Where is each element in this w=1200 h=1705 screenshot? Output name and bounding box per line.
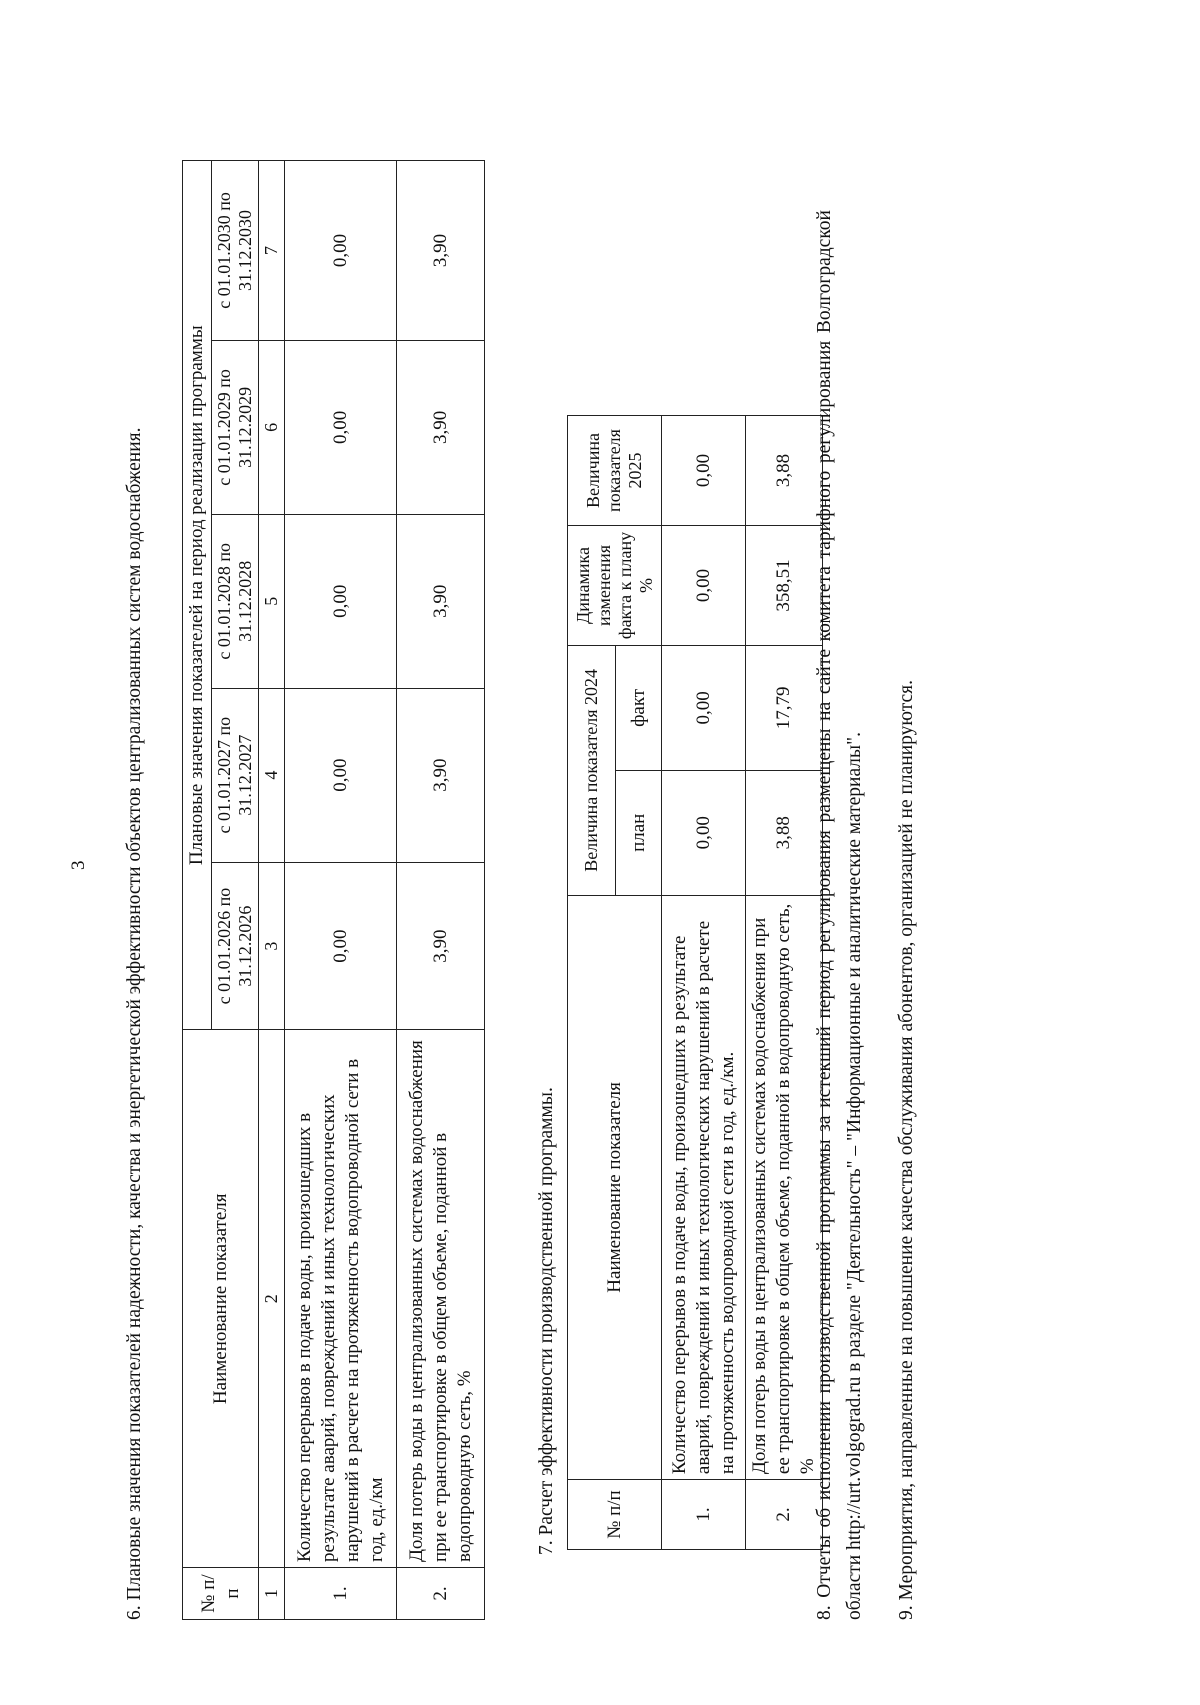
row-name: Количество перерывов в подаче воды, произошедших в результате аварий, повреждений и иных технологических нарушений в расчете на протяженность водопроводной сети в год, ед./км — [285, 1030, 397, 1568]
page-number: 3 — [68, 860, 89, 870]
row-dynamics: 0,00 — [662, 526, 746, 646]
row-value: 0,00 — [285, 514, 397, 688]
row-value: 3,90 — [397, 161, 485, 341]
row-no: 2. — [746, 1480, 823, 1550]
header-group: Плановые значения показателей на период реализации программы — [183, 161, 212, 1031]
section8-text: 8. Отчеты об исполнении производственной программы за истекший период регулирования размещены на сайте комитета тарифного регулирования Волгоградской области http://urt.volgograd.ru в разделе "Деятельность" – "Информационные и аналитические материалы". — [814, 210, 865, 1620]
header-name: Наименование показателя — [183, 1030, 259, 1568]
section9-text: 9. Мероприятия, направленные на повышение качества обслуживания абонентов, организацией не планируются. — [896, 680, 917, 1620]
column-number: 4 — [259, 688, 285, 862]
header-dynamics: Динамика изменения факта к плану % — [568, 526, 662, 646]
row-value: 3,90 — [397, 862, 485, 1030]
row-value-2025: 0,00 — [662, 416, 746, 526]
row-dynamics: 358,51 — [746, 526, 823, 646]
row-fact: 17,79 — [746, 645, 823, 770]
row-plan: 0,00 — [662, 770, 746, 895]
row-fact: 0,00 — [662, 645, 746, 770]
row-value: 0,00 — [285, 161, 397, 341]
row-value-2025: 3,88 — [746, 416, 823, 526]
row-value: 3,90 — [397, 514, 485, 688]
row-plan: 3,88 — [746, 770, 823, 895]
header-no: № п/п — [183, 1568, 259, 1620]
header-no: № п/п — [568, 1480, 662, 1550]
row-no: 2. — [397, 1568, 485, 1620]
table-row — [662, 416, 746, 1550]
planned-indicators-table — [182, 160, 485, 1620]
row-name: Количество перерывов в подаче воды, произошедших в результате аварий, повреждений и иных технологических нарушений в расчете на протяженность водопроводной сети в год, ед./км. — [662, 895, 746, 1479]
table-row — [397, 161, 485, 1620]
column-number: 7 — [259, 161, 285, 341]
header-period: с 01.01.2030 по 31.12.2030 — [212, 161, 259, 341]
column-number: 5 — [259, 514, 285, 688]
row-value: 0,00 — [285, 862, 397, 1030]
column-number: 1 — [259, 1568, 285, 1620]
header-plan: план — [616, 770, 662, 895]
table-row — [285, 161, 397, 1620]
header-fact: факт — [616, 645, 662, 770]
header-period: с 01.01.2026 по 31.12.2026 — [212, 862, 259, 1030]
row-name: Доля потерь воды в централизованных системах водоснабжения при ее транспортировке в общем объеме, поданной в водопроводную сеть, % — [397, 1030, 485, 1568]
column-number: 6 — [259, 340, 285, 514]
column-number: 3 — [259, 862, 285, 1030]
rotated-page — [70, 115, 1150, 1675]
header-2024: Величина показателя 2024 — [568, 645, 616, 895]
header-period: с 01.01.2028 по 31.12.2028 — [212, 514, 259, 688]
section6-heading: 6. Плановые значения показателей надежности, качества и энергетической эффективности объектов централизованных систем водоснабжения. — [124, 427, 145, 1620]
header-name: Наименование показателя — [568, 895, 662, 1479]
row-value: 0,00 — [285, 340, 397, 514]
column-number: 2 — [259, 1030, 285, 1568]
row-name: Доля потерь воды в централизованных системах водоснабжения при ее транспортировке в общем объеме, поданной в водопроводную сеть, % — [746, 895, 823, 1479]
row-no: 1. — [285, 1568, 397, 1620]
header-period: с 01.01.2027 по 31.12.2027 — [212, 688, 259, 862]
row-value: 3,90 — [397, 688, 485, 862]
row-value: 3,90 — [397, 340, 485, 514]
row-no: 1. — [662, 1480, 746, 1550]
row-value: 0,00 — [285, 688, 397, 862]
header-2025: Величина показателя 2025 — [568, 416, 662, 526]
efficiency-table — [567, 415, 823, 1550]
header-period: с 01.01.2029 по 31.12.2029 — [212, 340, 259, 514]
section7-heading: 7. Расчет эффективности производственной программы. — [536, 1087, 557, 1555]
